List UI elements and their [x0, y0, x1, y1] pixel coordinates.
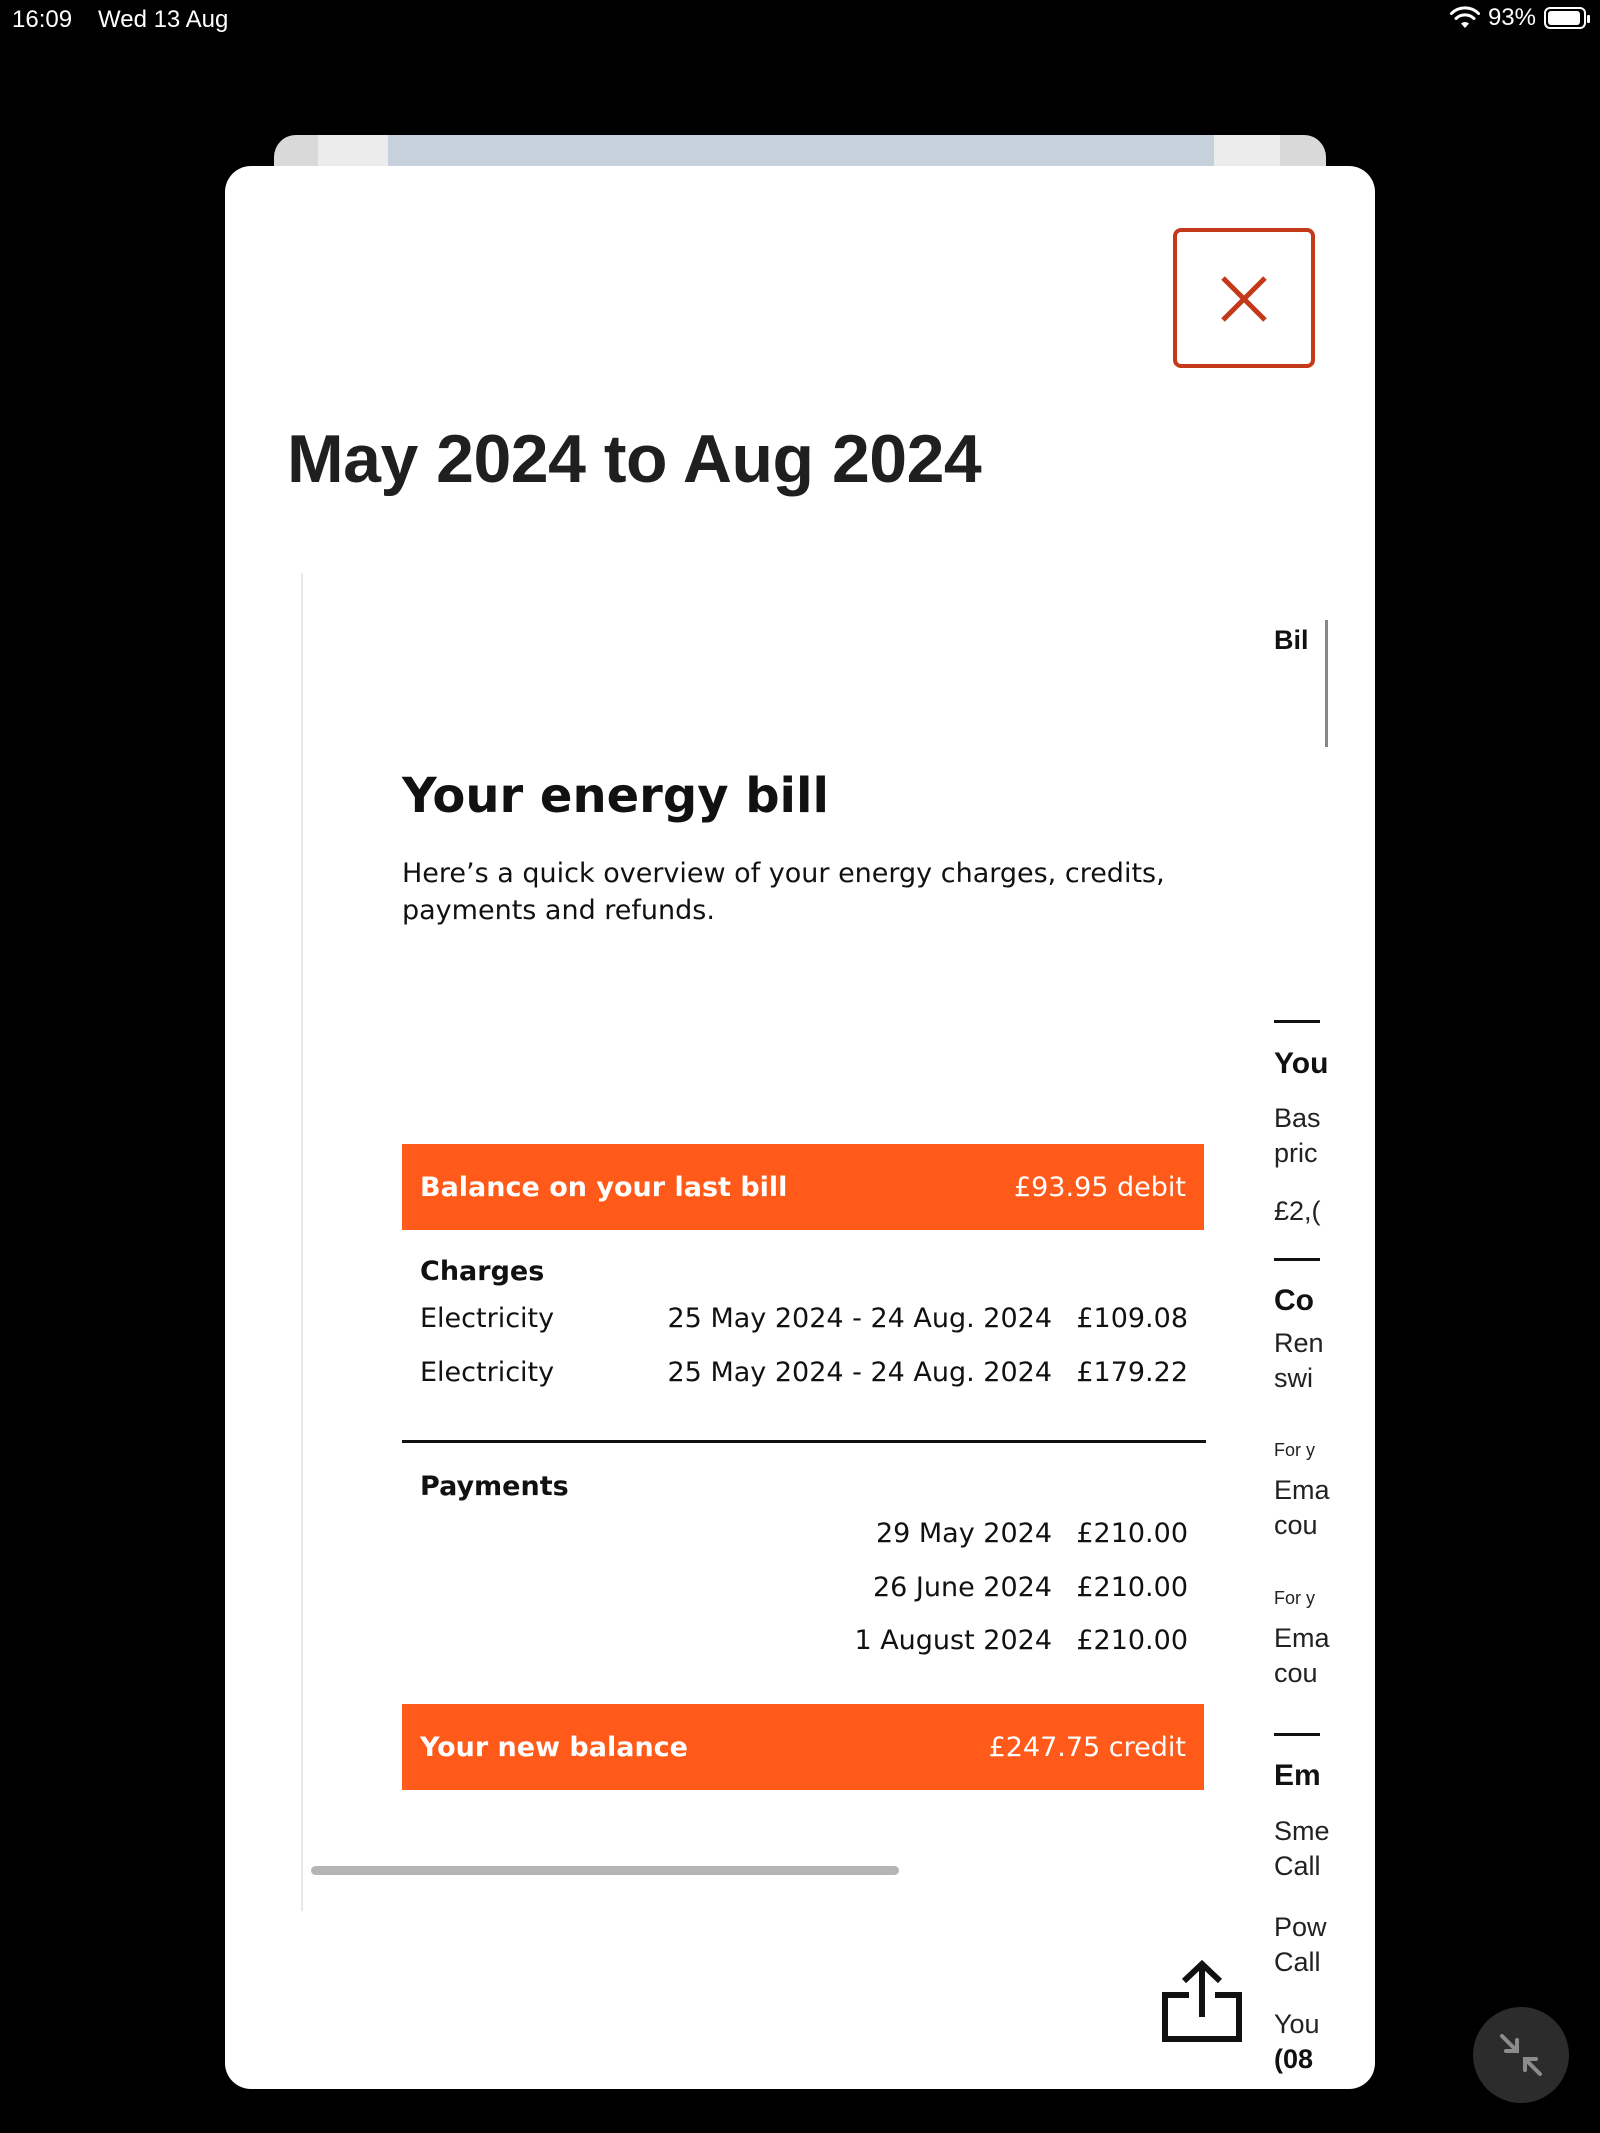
bill-document-viewer[interactable]	[301, 573, 1330, 2074]
payment-row	[420, 1572, 1188, 1612]
payment-row	[420, 1518, 1188, 1558]
last-balance-bar	[402, 1144, 1204, 1230]
peek-text: £2,(	[1274, 1196, 1321, 1226]
minimize-button[interactable]	[1473, 2007, 1569, 2103]
payments-title: Payments	[420, 1471, 569, 1502]
peek-text: For y	[1274, 1588, 1316, 1608]
peek-vertical-line	[1325, 620, 1328, 747]
battery-percent: 93%	[1487, 4, 1536, 31]
bill-modal	[225, 166, 1375, 2089]
minimize-icon	[1498, 2032, 1544, 2078]
payment-date: 26 June 2024	[872, 1572, 1052, 1603]
next-page-peek	[1274, 573, 1334, 2074]
peek-text: Ema	[1274, 1623, 1330, 1653]
peek-text: Em	[1274, 1759, 1321, 1792]
bill-intro: Here’s a quick overview of your energy charges, credits, payments and refunds.	[402, 858, 1165, 926]
peek-text: Ema	[1274, 1475, 1330, 1505]
last-balance-label: Balance on your last bill	[420, 1171, 788, 1203]
peek-text: Sme	[1274, 1816, 1330, 1846]
page-title: May 2024 to Aug 2024	[287, 421, 982, 497]
charge-type: Electricity	[420, 1303, 555, 1334]
peek-rule	[1274, 1258, 1320, 1261]
peek-text: Call	[1274, 1947, 1321, 1977]
new-balance-value: £247.75 credit	[988, 1731, 1186, 1763]
wifi-icon	[1450, 6, 1480, 30]
payment-date: 1 August 2024	[854, 1625, 1052, 1656]
charge-amount: £109.08	[1076, 1303, 1188, 1334]
share-icon	[1159, 1959, 1245, 2045]
charge-period: 25 May 2024 - 24 Aug. 2024	[667, 1357, 1052, 1388]
close-button[interactable]	[1173, 228, 1315, 368]
new-balance-label: Your new balance	[420, 1731, 688, 1763]
peek-rule	[1274, 1020, 1320, 1023]
status-date: Wed 13 Aug	[98, 6, 229, 33]
peek-text: Ren	[1274, 1328, 1324, 1358]
payment-amount: £210.00	[1076, 1625, 1188, 1656]
charge-row	[420, 1357, 1188, 1397]
peek-rule	[1274, 1733, 1320, 1736]
share-button[interactable]	[1159, 1959, 1245, 2045]
charges-title: Charges	[420, 1256, 545, 1287]
payment-amount: £210.00	[1076, 1572, 1188, 1603]
bill-heading: Your energy bill	[402, 768, 829, 824]
peek-text: Pow	[1274, 1912, 1327, 1942]
battery-icon	[1544, 7, 1586, 29]
close-icon	[1220, 275, 1268, 323]
peek-text: Bil	[1274, 625, 1309, 655]
section-divider	[402, 1440, 1206, 1443]
charge-period: 25 May 2024 - 24 Aug. 2024	[667, 1303, 1052, 1334]
status-bar	[0, 0, 1600, 38]
charge-amount: £179.22	[1076, 1357, 1188, 1388]
peek-text: cou	[1274, 1510, 1318, 1540]
peek-text: For y	[1274, 1440, 1316, 1460]
bill-page	[301, 573, 1325, 1911]
payment-row	[420, 1625, 1188, 1665]
peek-text: swi	[1274, 1363, 1313, 1393]
peek-text: You	[1274, 2009, 1320, 2039]
charge-type: Electricity	[420, 1357, 555, 1388]
horizontal-scrollbar[interactable]	[311, 1866, 899, 1875]
peek-text: cou	[1274, 1658, 1318, 1688]
peek-text: Call	[1274, 1851, 1321, 1881]
peek-text: Co	[1274, 1284, 1314, 1317]
last-balance-value: £93.95 debit	[1013, 1171, 1186, 1203]
new-balance-bar	[402, 1704, 1204, 1790]
status-right	[1450, 4, 1586, 32]
payment-amount: £210.00	[1076, 1518, 1188, 1549]
peek-text: pric	[1274, 1138, 1318, 1168]
peek-text: You	[1274, 1047, 1329, 1080]
status-time: 16:09	[12, 6, 73, 33]
peek-text: Bas	[1274, 1103, 1321, 1133]
peek-text: (08	[1274, 2044, 1314, 2074]
charge-row	[420, 1303, 1188, 1343]
payment-date: 29 May 2024	[875, 1518, 1052, 1549]
